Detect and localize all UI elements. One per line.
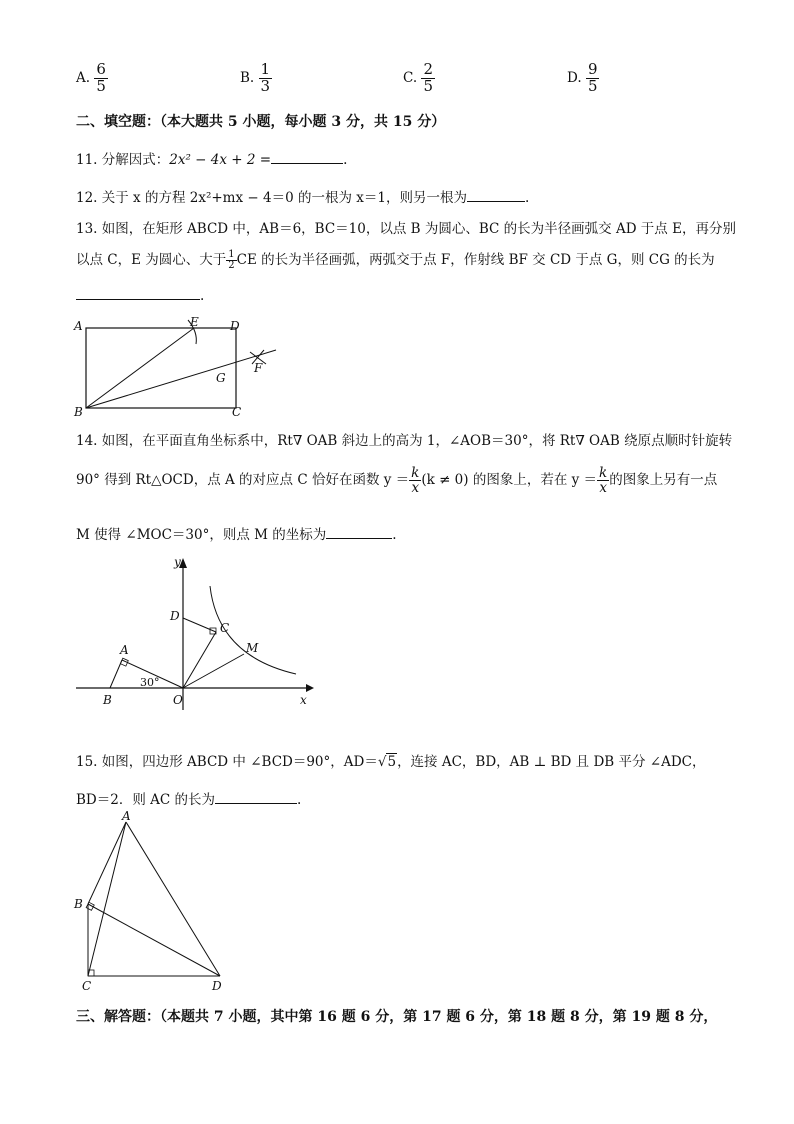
label-a: A <box>120 643 129 657</box>
label-e: E <box>190 315 199 329</box>
label-y: y <box>174 555 181 569</box>
question-12: 12. 关于 x 的方程 2x²+mx − 4＝0 的一根为 x＝1，则另一根为 . <box>76 190 530 206</box>
label-d: D <box>170 609 180 623</box>
label-c: C <box>82 979 92 993</box>
answer-blank <box>326 538 392 539</box>
segment-ab <box>88 822 126 904</box>
section2-title: 二、填空题：（本大题共 5 小题，每小题 3 分，共 15 分） <box>76 114 446 130</box>
answer-blank <box>215 803 297 804</box>
label-b: B <box>103 693 112 707</box>
segment-be <box>86 328 194 408</box>
question-11: 11. 分解因式：2x² − 4x + 2 = . <box>76 152 348 168</box>
choice-d: D. $\frac{9}{5}$ <box>567 60 598 95</box>
rectangle-abcd <box>86 328 236 408</box>
ray-bf <box>86 350 276 408</box>
segment-om <box>183 654 244 688</box>
question-14-line1: 14. 如图，在平面直角坐标系中，Rt∇ OAB 斜边上的高为 1，∠AOB＝30°，将 Rt∇ OAB 绕原点顺时针旋转 <box>76 433 733 449</box>
fraction: $\frac{9}{5}$ <box>587 60 598 95</box>
label-g: G <box>216 371 226 385</box>
answer-blank <box>467 201 525 202</box>
segment-ac <box>88 822 126 976</box>
fraction: $\frac{2}{5}$ <box>423 60 433 95</box>
choice-a: A. $\frac{6}{5}$ <box>76 60 106 95</box>
label-d: D <box>212 979 222 993</box>
fraction-k-over-x: $\frac{k}{x}$ <box>411 465 420 497</box>
question-13-line1: 13. 如图，在矩形 ABCD 中，AB＝6，BC＝10，以点 B 为圆心、BC 的长为半径画弧交 AD 于点 E，再分别 <box>76 221 736 237</box>
fraction: $\frac{6}{5}$ <box>96 60 106 95</box>
fraction: $\frac{1}{3}$ <box>260 60 271 95</box>
question-15-line1: 15. 如图，四边形 ABCD 中 ∠BCD＝90°，AD＝√5，连接 AC，BD，AB ⊥ BD 且 DB 平分 ∠ADC， <box>76 754 706 770</box>
figure-quadrilateral <box>70 808 240 994</box>
label-angle: 30° <box>140 676 160 689</box>
question-14-line3: M 使得 ∠MOC＝30°，则点 M 的坐标为 . <box>76 527 397 543</box>
segment-co <box>183 632 216 688</box>
choice-b: B. $\frac{1}{3}$ <box>240 60 271 95</box>
fraction-half: $\frac{1}{2}$ <box>228 248 235 271</box>
figure-coordinate <box>70 552 320 712</box>
sqrt-expression: √5 <box>377 754 397 770</box>
question-13-line2: 以点 C，E 为圆心、大于 $\frac{1}{2}$ CE 的长为半径画弧，两弧交于点 F，作射线 BF 交 CD 于点 G，则 CG 的长为 <box>76 248 715 271</box>
question-14-line2: 90° 得到 Rt△OCD，点 A 的对应点 C 恰好在函数 y ＝ $\frac{k}{x}$ (k ≠ 0) 的图象上，若在 y ＝ $\frac{k}{x}$ 的图象上另有一点 <box>76 465 718 497</box>
label-a: A <box>74 319 83 333</box>
label-o: O <box>173 693 183 707</box>
segment-bd <box>88 904 220 976</box>
x-axis-arrow <box>306 684 314 692</box>
answer-blank <box>76 299 200 300</box>
figure-rectangle <box>70 312 290 422</box>
label-b: B <box>74 897 83 911</box>
answer-blank <box>271 163 343 164</box>
label-c: C <box>220 621 230 635</box>
section3-title: 三、解答题：（本题共 7 小题，其中第 16 题 6 分，第 17 题 6 分，第 18 题 8 分，第 19 题 8 分， <box>76 1009 718 1025</box>
question-13-blank-line: . <box>76 288 204 304</box>
label-f: F <box>254 361 263 375</box>
segment-dc <box>183 618 216 632</box>
label-d: D <box>230 319 240 333</box>
segment-da <box>126 822 220 976</box>
label-b: B <box>74 405 83 419</box>
label-m: M <box>246 641 259 655</box>
choice-c: C. $\frac{2}{5}$ <box>403 60 433 95</box>
question-15-line2: BD＝2．则 AC 的长为 . <box>76 792 302 808</box>
label-c: C <box>232 405 242 419</box>
label-a: A <box>122 809 131 823</box>
fraction-k-over-x: $\frac{k}{x}$ <box>599 465 608 497</box>
label-x: x <box>300 693 307 707</box>
segment-ba <box>110 660 122 688</box>
